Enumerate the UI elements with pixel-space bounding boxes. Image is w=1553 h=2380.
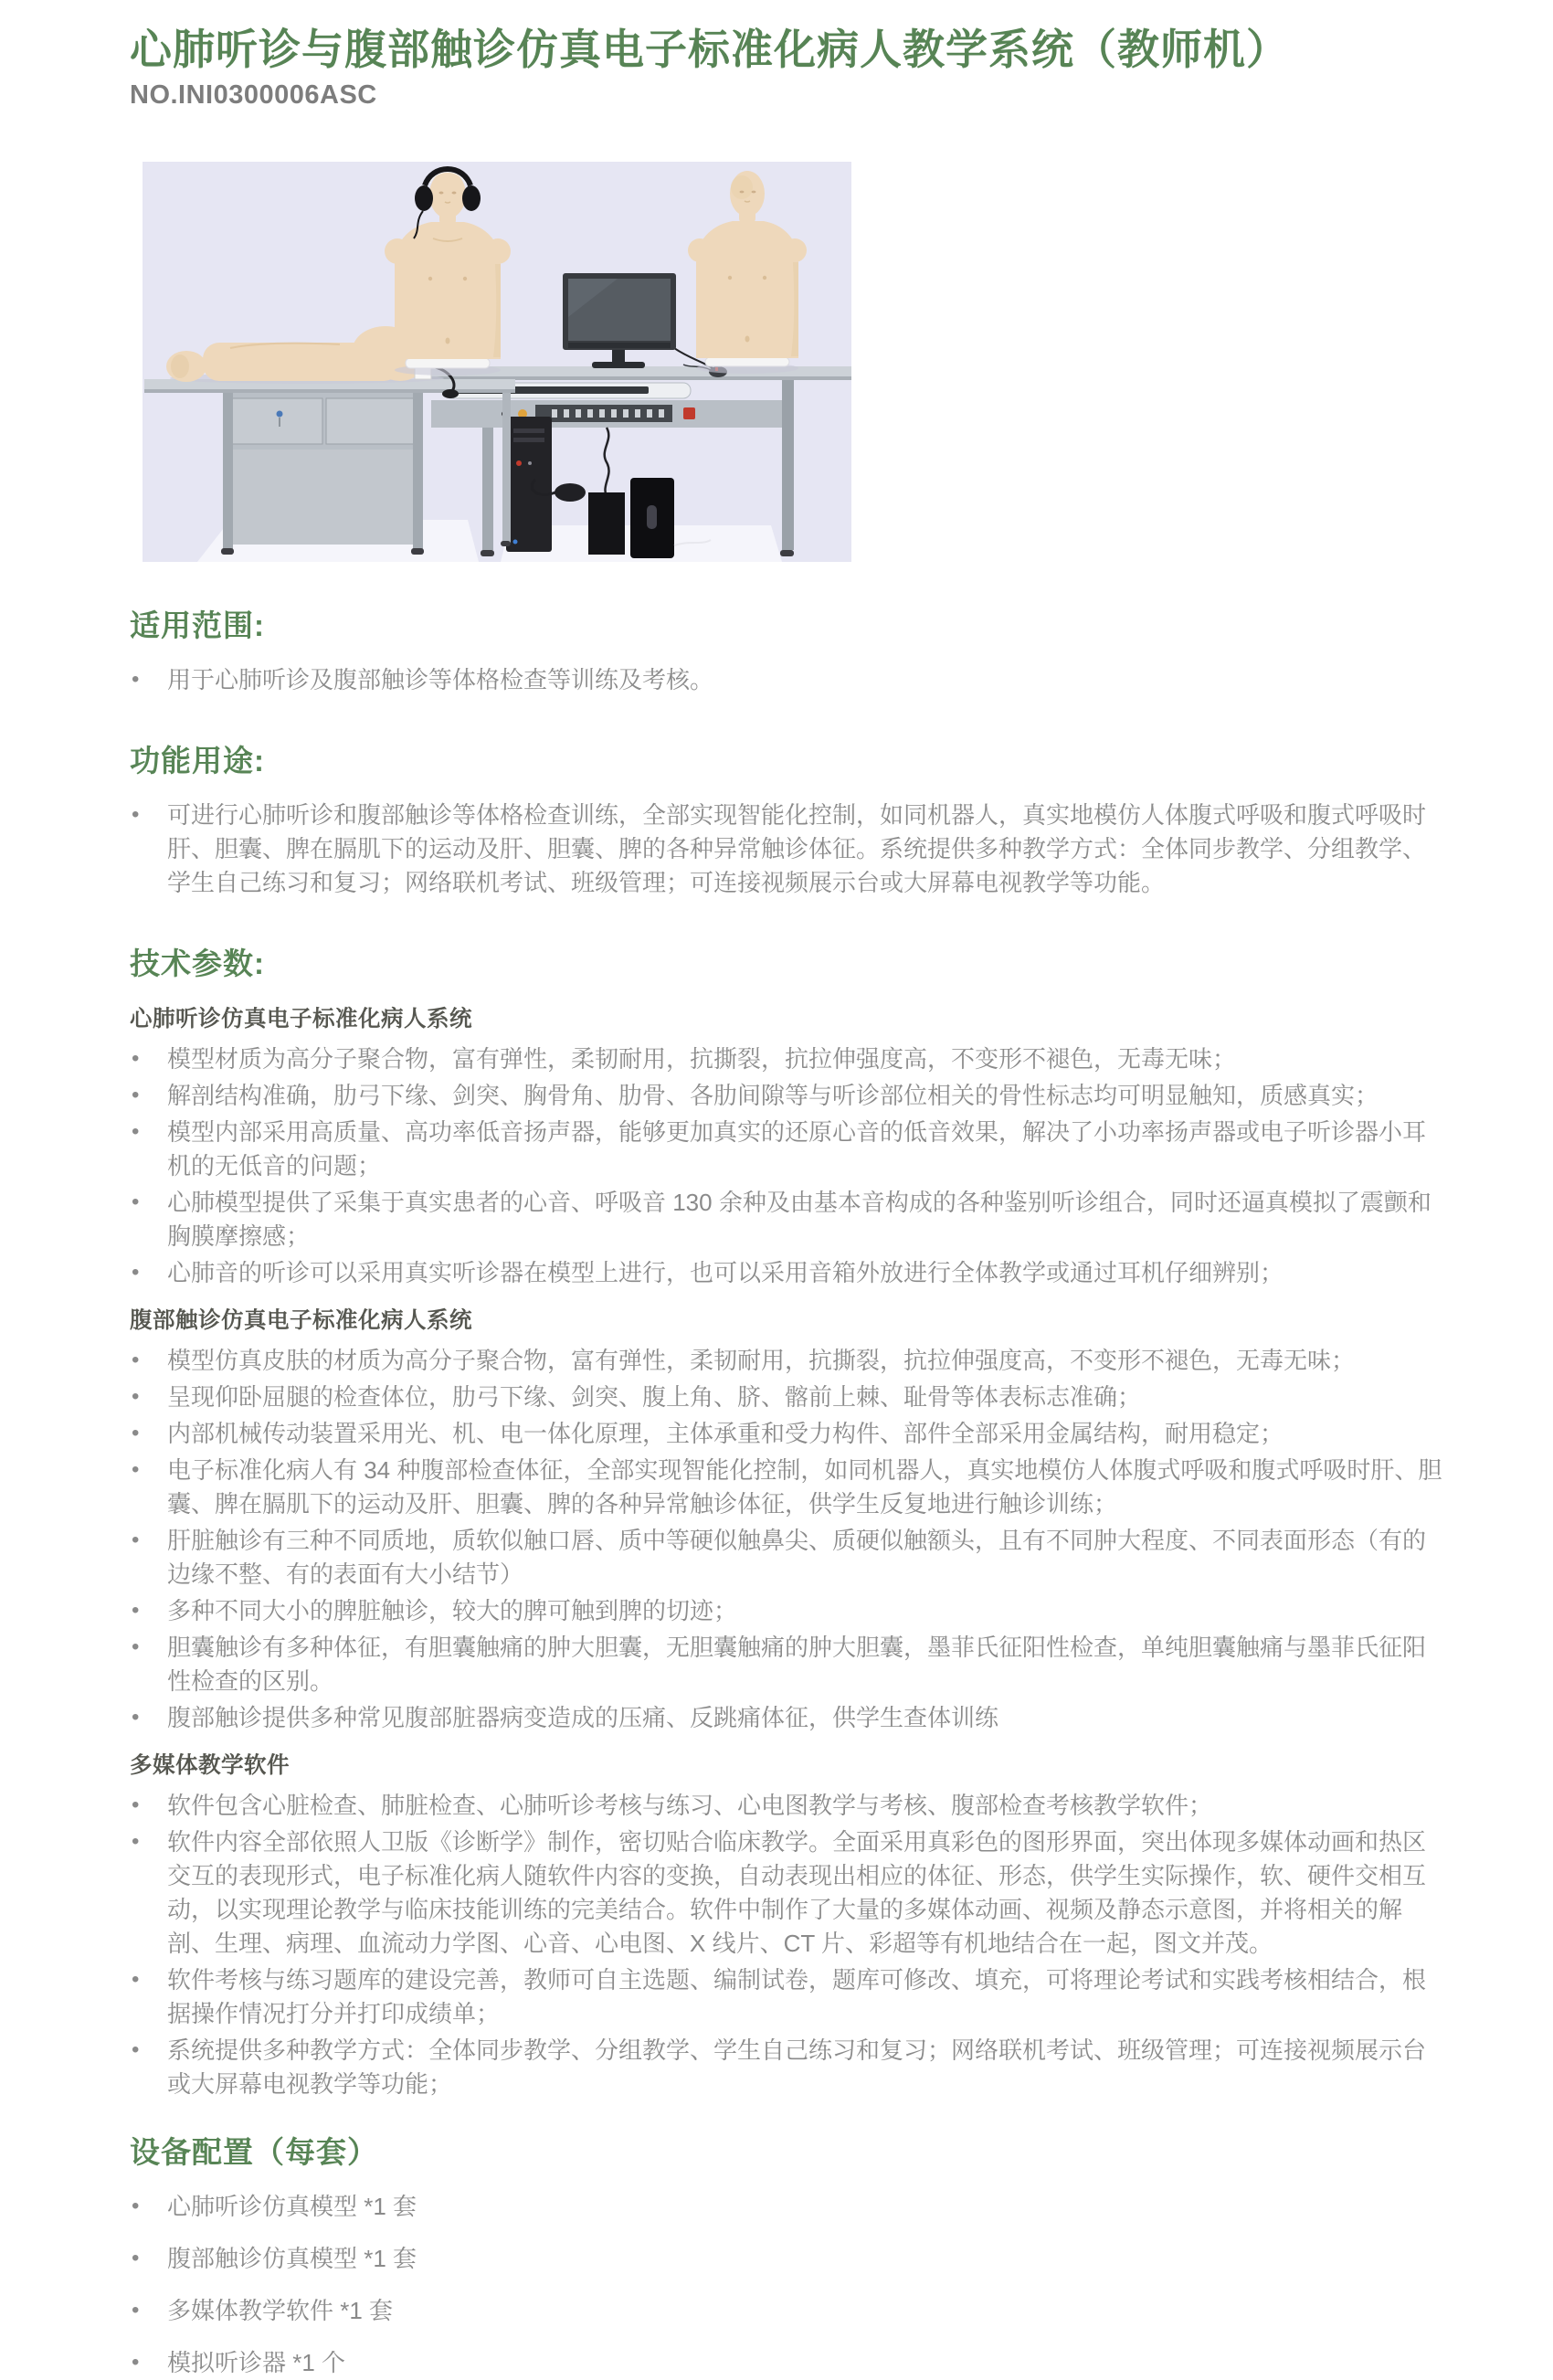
bullet-dot: • [132, 1347, 140, 1372]
bullet-text: 呈现仰卧屈腿的检查体位，肋弓下缘、剑突、腹上角、脐、髂前上棘、耻骨等体表标志准确； [167, 1382, 1142, 1411]
section-application-scope [130, 602, 1445, 697]
section-equipment-configuration [130, 2129, 1445, 2380]
bullet-text: 内部机械传动装置采用光、机、电一体化原理，主体承重和受力构件、部件全部采用金属结构，耐用稳定； [167, 1419, 1284, 1447]
product-photo [143, 162, 851, 562]
bullet-item-technical-parameters-3-2 [130, 1825, 1445, 1961]
bullet-dot: • [132, 1189, 140, 1214]
bullet-dot: • [132, 1828, 140, 1854]
section-heading-technical-parameters: 技术参数: [130, 946, 265, 980]
bullet-dot: • [132, 801, 140, 827]
bullet-item-technical-parameters-2-7 [130, 1631, 1445, 1698]
bullet-item-functions-1 [130, 799, 1445, 900]
section-heading-application-scope: 适用范围: [130, 608, 265, 642]
bullet-item-technical-parameters-3-3 [130, 1963, 1445, 2031]
bullet-text: 用于心肺听诊及腹部触诊等体格检查等训练及考核。 [167, 665, 714, 693]
bullet-dot: • [132, 2297, 140, 2322]
bullet-item-equipment-configuration-4 [130, 2346, 1445, 2380]
bullet-item-technical-parameters-1-2 [130, 1079, 1445, 1113]
bullet-dot: • [132, 1634, 140, 1659]
headphone-earcup [415, 185, 433, 211]
bullet-item-equipment-configuration-3 [130, 2294, 1445, 2328]
bullet-dot: • [132, 1045, 140, 1071]
bullet-text: 模型材质为高分子聚合物，富有弹性，柔韧耐用，抗撕裂，抗拉伸强度高，不变形不褪色，无毒无味； [167, 1044, 1237, 1073]
bullet-dot: • [132, 1527, 140, 1552]
page-title: 心肺听诊与腹部触诊仿真电子标准化病人教学系统（教师机） [130, 26, 1289, 73]
bullet-text: 软件内容全部依照人卫版《诊断学》制作，密切贴合临床教学。全面采用真彩色的图形界面，突出体现多媒体动画和热区交互的表现形式，电子标准化病人随软件内容的变换，自动表现出相应的体征、形态，供学生实际操作，软、硬件交相互动，以实现理论教学与临床技能训练的完美结合。软件中制作了大量的多媒体动画、视频及静态示意图，并将相关的解剖、生理、病理、血流动力学图、心音、心电图、X 线片、CT 片、彩超等有机地结合在一起，图文并茂。 [167, 1827, 1427, 1957]
bullet-dot: • [132, 2193, 140, 2218]
red-power-button [683, 407, 695, 419]
subsection-heading-technical-parameters-3: 多媒体教学软件 [130, 1752, 290, 1778]
headphone-earcup [462, 185, 481, 211]
bullet-item-technical-parameters-1-1 [130, 1042, 1445, 1076]
bullet-item-application-scope-1 [130, 663, 1445, 697]
subsection-heading-technical-parameters-2: 腹部触诊仿真电子标准化病人系统 [130, 1307, 472, 1333]
bullet-item-equipment-configuration-1 [130, 2190, 1445, 2224]
spec-sections [130, 602, 1445, 2380]
bullet-dot: • [132, 2245, 140, 2270]
bullet-item-technical-parameters-2-3 [130, 1417, 1445, 1451]
bullet-dot: • [132, 666, 140, 692]
bullet-item-technical-parameters-1-3 [130, 1116, 1445, 1183]
bullet-item-technical-parameters-1-4 [130, 1186, 1445, 1253]
bullet-dot: • [132, 1383, 140, 1409]
pc-tower [506, 417, 552, 552]
bullet-dot: • [132, 1259, 140, 1285]
bullet-text: 模型内部采用高质量、高功率低音扬声器，能够更加真实的还原心音的低音效果，解决了小功率扬声器或电子听诊器小耳机的无低音的问题； [167, 1117, 1427, 1179]
bullet-item-technical-parameters-1-5 [130, 1256, 1445, 1290]
bullet-text: 软件包含心脏检查、肺脏检查、心肺听诊考核与练习、心电图教学与考核、腹部检查考核教学软件； [167, 1791, 1213, 1819]
bullet-text: 腹部触诊提供多种常见腹部脏器病变造成的压痛、反跳痛体征，供学生查体训练 [167, 1703, 999, 1731]
bullet-item-technical-parameters-2-1 [130, 1344, 1445, 1378]
bullet-dot: • [132, 1966, 140, 1992]
bullet-text: 胆囊触诊有多种体征，有胆囊触痛的肿大胆囊，无胆囊触痛的肿大胆囊，墨菲氏征阳性检查，单纯胆囊触痛与墨菲氏征阳性检查的区别。 [167, 1633, 1427, 1695]
bullet-dot: • [132, 1704, 140, 1729]
product-photo-illustration [143, 162, 851, 562]
section-heading-functions: 功能用途: [130, 743, 265, 777]
bullet-text: 电子标准化病人有 34 种腹部检查体征，全部实现智能化控制，如同机器人，真实地模仿人体腹式呼吸和腹式呼吸时肝、胆囊、脾在膈肌下的运动及肝、胆囊、脾的各种异常触诊体征，供学生反复地进行触诊训练； [167, 1455, 1442, 1518]
bullet-text: 腹部触诊仿真模型 *1 套 [167, 2244, 417, 2272]
bullet-dot: • [132, 1597, 140, 1623]
bullet-text: 模型仿真皮肤的材质为高分子聚合物，富有弹性，柔韧耐用，抗撕裂，抗拉伸强度高，不变形不褪色，无毒无味； [167, 1346, 1356, 1374]
model-number: NO.INI0300006ASC [130, 79, 377, 110]
bullet-text: 软件考核与练习题库的建设完善，教师可自主选题、编制试卷，题库可修改、填充，可将理论考试和实践考核相结合，根据操作情况打分并打印成绩单； [167, 1965, 1427, 2027]
bullet-text: 解剖结构准确，肋弓下缘、剑突、胸骨角、肋骨、各肋间隙等与听诊部位相关的骨性标志均可明显触知，质感真实； [167, 1081, 1379, 1109]
bullet-text: 系统提供多种教学方式：全体同步教学、分组教学、学生自己练习和复习；网络联机考试、班级管理；可连接视频展示台或大屏幕电视教学等功能； [167, 2036, 1427, 2098]
bullet-item-technical-parameters-3-4 [130, 2034, 1445, 2101]
bullet-dot: • [132, 1456, 140, 1482]
bullet-item-technical-parameters-3-1 [130, 1789, 1445, 1823]
section-functions [130, 737, 1445, 900]
hand-bulb [442, 389, 459, 398]
bullet-item-technical-parameters-2-8 [130, 1701, 1445, 1735]
bullet-text: 可进行心肺听诊和腹部触诊等体格检查训练，全部实现智能化控制，如同机器人，真实地模仿人体腹式呼吸和腹式呼吸时肝、胆囊、脾在膈肌下的运动及肝、胆囊、脾的各种异常触诊体征。系统提供多种教学方式：全体同步教学、分组教学、学生自己练习和复习；网络联机考试、班级管理；可连接视频展示台或大屏幕电视教学等功能。 [167, 800, 1427, 896]
bullet-dot: • [132, 1420, 140, 1445]
bullet-item-technical-parameters-2-5 [130, 1524, 1445, 1592]
section-technical-parameters [130, 940, 1445, 2101]
bullet-text: 多媒体教学软件 *1 套 [167, 2296, 394, 2324]
drawer [232, 398, 322, 444]
bullet-dot: • [132, 2036, 140, 2062]
bullet-item-technical-parameters-2-4 [130, 1454, 1445, 1521]
bullet-text: 心肺模型提供了采集于真实患者的心音、呼吸音 130 余种及由基本音构成的各种鉴别听诊组合，同时还逼真模拟了震颤和胸膜摩擦感； [167, 1188, 1432, 1250]
drawer-keyhole [277, 410, 283, 417]
bullet-dot: • [132, 1082, 140, 1107]
bullet-text: 心肺听诊仿真模型 *1 套 [167, 2192, 417, 2220]
subsection-heading-technical-parameters-1: 心肺听诊仿真电子标准化病人系统 [130, 1006, 472, 1031]
section-heading-equipment-configuration: 设备配置（每套） [130, 2134, 378, 2169]
bullet-item-technical-parameters-2-2 [130, 1380, 1445, 1414]
bullet-text: 多种不同大小的脾脏触诊，较大的脾可触到脾的切迹； [167, 1596, 738, 1624]
control-panel [431, 400, 793, 428]
bullet-item-technical-parameters-2-6 [130, 1594, 1445, 1628]
bullet-dot: • [132, 1792, 140, 1817]
bullet-text: 模拟听诊器 *1 个 [167, 2348, 346, 2376]
bullet-text: 肝脏触诊有三种不同质地，质软似触口唇、质中等硬似触鼻尖、质硬似触额头，且有不同肿大程度、不同表面形态（有的边缘不整、有的表面有大小结节） [167, 1526, 1427, 1588]
bullet-dot: • [132, 2349, 140, 2375]
bullet-text: 心肺音的听诊可以采用真实听诊器在模型上进行，也可以采用音箱外放进行全体教学或通过耳机仔细辨别； [167, 1258, 1284, 1286]
bullet-item-equipment-configuration-2 [130, 2242, 1445, 2276]
drawer [326, 398, 417, 444]
bullet-dot: • [132, 1118, 140, 1144]
